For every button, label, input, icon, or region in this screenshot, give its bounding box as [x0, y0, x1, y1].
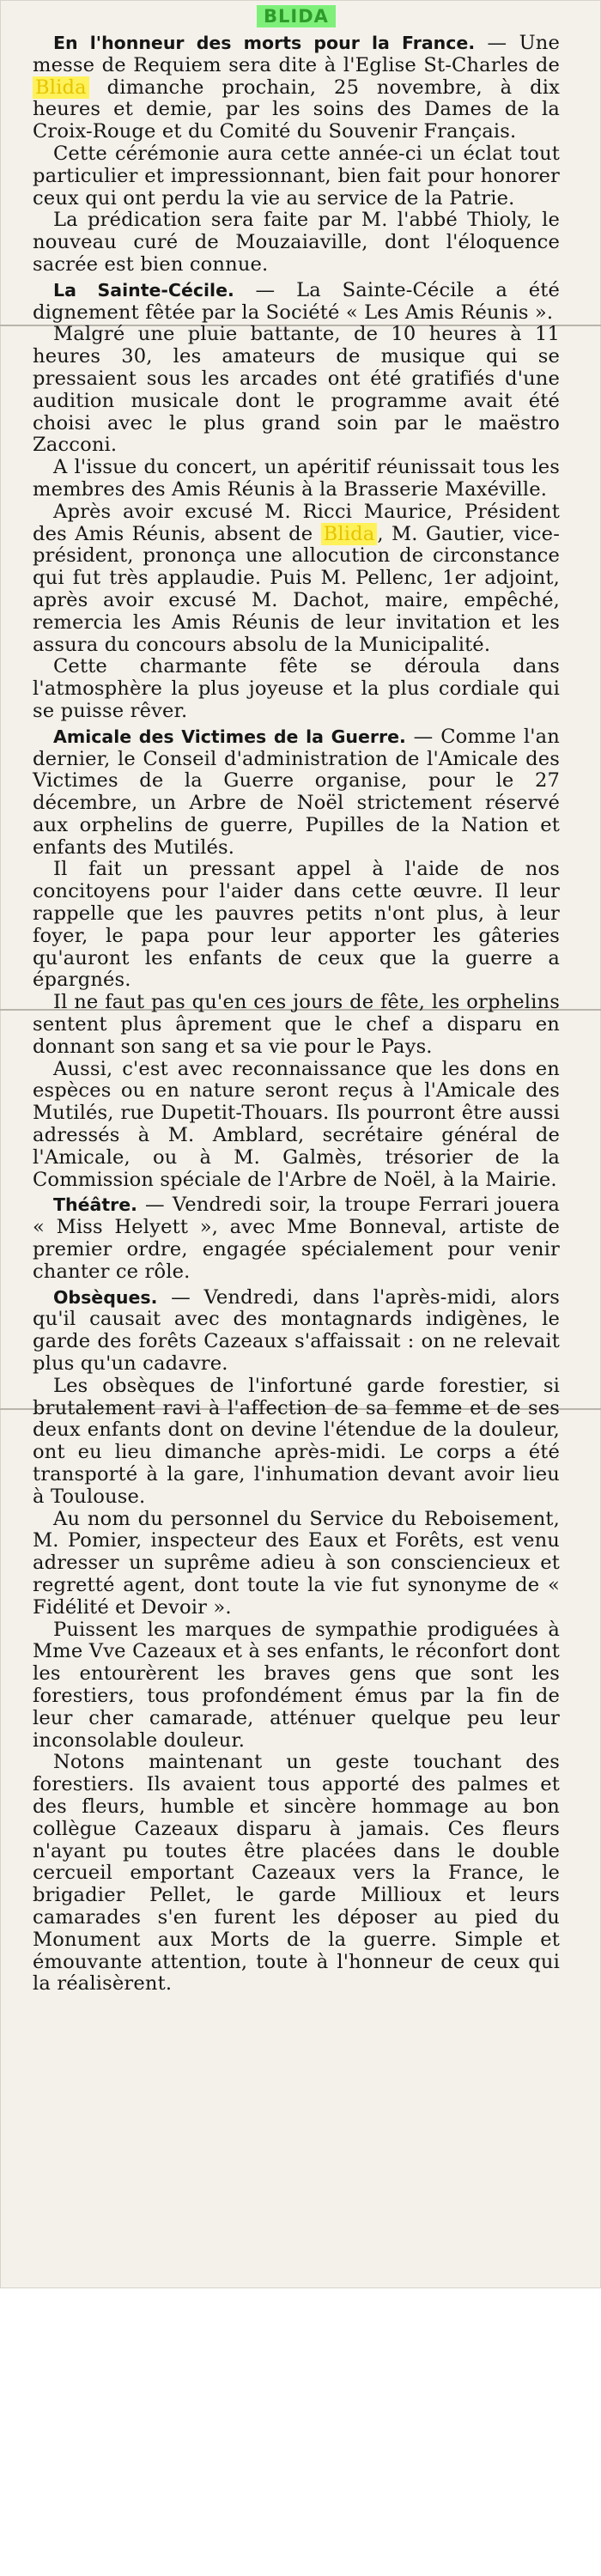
article-paragraph: Malgré une pluie battante, de 10 heures à 11 heures 30, les amateurs de musique qui se pressaient sous les arcades ont été gratifiés d'une audition musicale dont le programme avait été choisi avec le plus grand soin par le maëstro Zacconi.: [33, 323, 560, 457]
highlighted-word: Blida: [33, 76, 89, 99]
article-paragraph: [33, 1287, 560, 1376]
article-heading: La Sainte-Cécile.: [53, 279, 234, 301]
article-lead: — Vendredi, dans l'après-midi, alors qu'il causait avec des montagnards indigènes, le garde des forêts Cazeaux s'affaissait : on ne relevait plus qu'un cadavre.: [33, 1285, 560, 1376]
article-paragraph: A l'issue du concert, un apéritif réunissait tous les membres des Amis Réunis à la Brasserie Maxéville.: [33, 456, 560, 501]
article-paragraph: Cette charmante fête se déroula dans l'atmosphère la plus joyeuse et la plus cordiale qui se puisse rêver.: [33, 655, 560, 722]
article-paragraph: Au nom du personnel du Service du Reboisement, M. Pomier, inspecteur des Eaux et Forêts, est venu adresser un suprême adieu à son consciencieux et regretté agent, dont toute la vie fut synonyme de « Fidélité et Devoir ».: [33, 1507, 560, 1619]
article-paragraph: [33, 280, 560, 325]
article-heading: Obsèques.: [53, 1286, 158, 1308]
article-paragraph: [33, 33, 560, 143]
masthead: [33, 5, 560, 31]
article-paragraph: [33, 726, 560, 860]
article-paragraph: Les obsèques de l'infortuné garde forestier, si brutalement ravi à l'affection de sa femme et de ses deux enfants dont on devine l'étendue de la douleur, ont eu lieu dimanche après-midi. Le corps a été transporté à la gare, l'inhumation devant avoir lieu à Toulouse.: [33, 1374, 560, 1508]
article-lead: — Comme l'an dernier, le Conseil d'administration de l'Amicale des Victimes de la Guerre organise, pour le 27 décembre, un Arbre de Noël strictement réservé aux orphelins de guerre, Pupilles de la Nation et enfants des Mutilés.: [33, 725, 560, 859]
article-paragraph: [33, 1194, 560, 1283]
article-paragraph: Il fait un pressant appel à l'aide de nos concitoyens pour l'aider dans cette œuvre. Il leur rappelle que les pauvres petits n'ont plus, à leur foyer, le papa pour leur apporter les gâteries qu'auront les enfants de ceux que la guerre a épargnés.: [33, 858, 560, 992]
article-heading: Théâtre.: [53, 1194, 137, 1216]
article-paragraph: Puissent les marques de sympathie prodiguées à Mme Vve Cazeaux et à ses enfants, le réconfort dont les entourèrent les braves gens que sont les forestiers, tous profondément émus par la fin de leur cher camarade, atténuer quelque peu leur inconsolable douleur.: [33, 1618, 560, 1752]
highlighted-word: Blida: [321, 523, 378, 545]
article-heading: Amicale des Victimes de la Guerre.: [53, 726, 406, 747]
town-name-badge: BLIDA: [257, 5, 336, 27]
article-lead-tail: dimanche prochain, 25 novembre, à dix heures et demie, par les soins des Dames de la Croix-Rouge et du Comité du Souvenir Français.: [33, 76, 560, 143]
article-text: Après avoir excusé M. Ricci Maurice, Président des Amis Réunis, absent de: [33, 500, 560, 545]
article-heading: En l'honneur des morts pour la France.: [53, 33, 476, 53]
article-text: , M. Gautier, vice-président, prononça une allocution de circonstance qui fut très applaudie. Puis M. Pellenc, 1er adjoint, après avoir excusé M. Dachot, maire, empêché, remercia les Amis Réunis de leur invitation et les assura du concours absolu de la Municipalité.: [33, 522, 560, 656]
article-column: [33, 0, 560, 1996]
article-lead: — La Sainte-Cécile a été dignement fêtée par la Société « Les Amis Réunis ».: [33, 278, 560, 324]
article-paragraph: Notons maintenant un geste touchant des forestiers. Ils avaient tous apporté des palmes et des fleurs, humble et sincère hommage au bon collègue Cazeaux disparu à jamais. Ces fleurs n'ayant pu toutes être placées dans le double cercueil emportant Cazeaux vers la France, le brigadier Pellet, le garde Millioux et leurs camarades s'en furent les déposer au pied du Monument aux Morts de la guerre. Simple et émouvante attention, toute à l'honneur de ceux qui la réalisèrent.: [33, 1751, 560, 1996]
article-paragraph: [33, 501, 560, 657]
article-paragraph: Il ne faut pas qu'en ces jours de fête, les orphelins sentent plus âprement que le chef a disparu en donnant son sang et sa vie pour le Pays.: [33, 991, 560, 1058]
article-paragraph: Aussi, c'est avec reconnaissance que les dons en espèces ou en nature seront reçus à l'Amicale des Mutilés, rue Dupetit-Thouars. Ils pourront être aussi adressés à M. Amblard, secrétaire général de l'Amicale, ou à M. Galmès, trésorier de la Commission spéciale de l'Arbre de Noël, à la Mairie.: [33, 1057, 560, 1191]
article-paragraph: La prédication sera faite par M. l'abbé Thioly, le nouveau curé de Mouzaiaville, dont l'éloquence sacrée est bien connue.: [33, 209, 560, 276]
article-lead: — Une messe de Requiem sera dite à l'Eglise St-Charles de: [33, 32, 560, 76]
article-lead: — Vendredi soir, la troupe Ferrari jouera « Miss Helyett », avec Mme Bonneval, artiste de premier ordre, engagée spécialement pour venir chanter ce rôle.: [33, 1194, 560, 1283]
article-paragraph: Cette cérémonie aura cette année-ci un éclat tout particulier et impressionnant, bien fait pour honorer ceux qui ont perdu la vie au service de la Patrie.: [33, 142, 560, 210]
